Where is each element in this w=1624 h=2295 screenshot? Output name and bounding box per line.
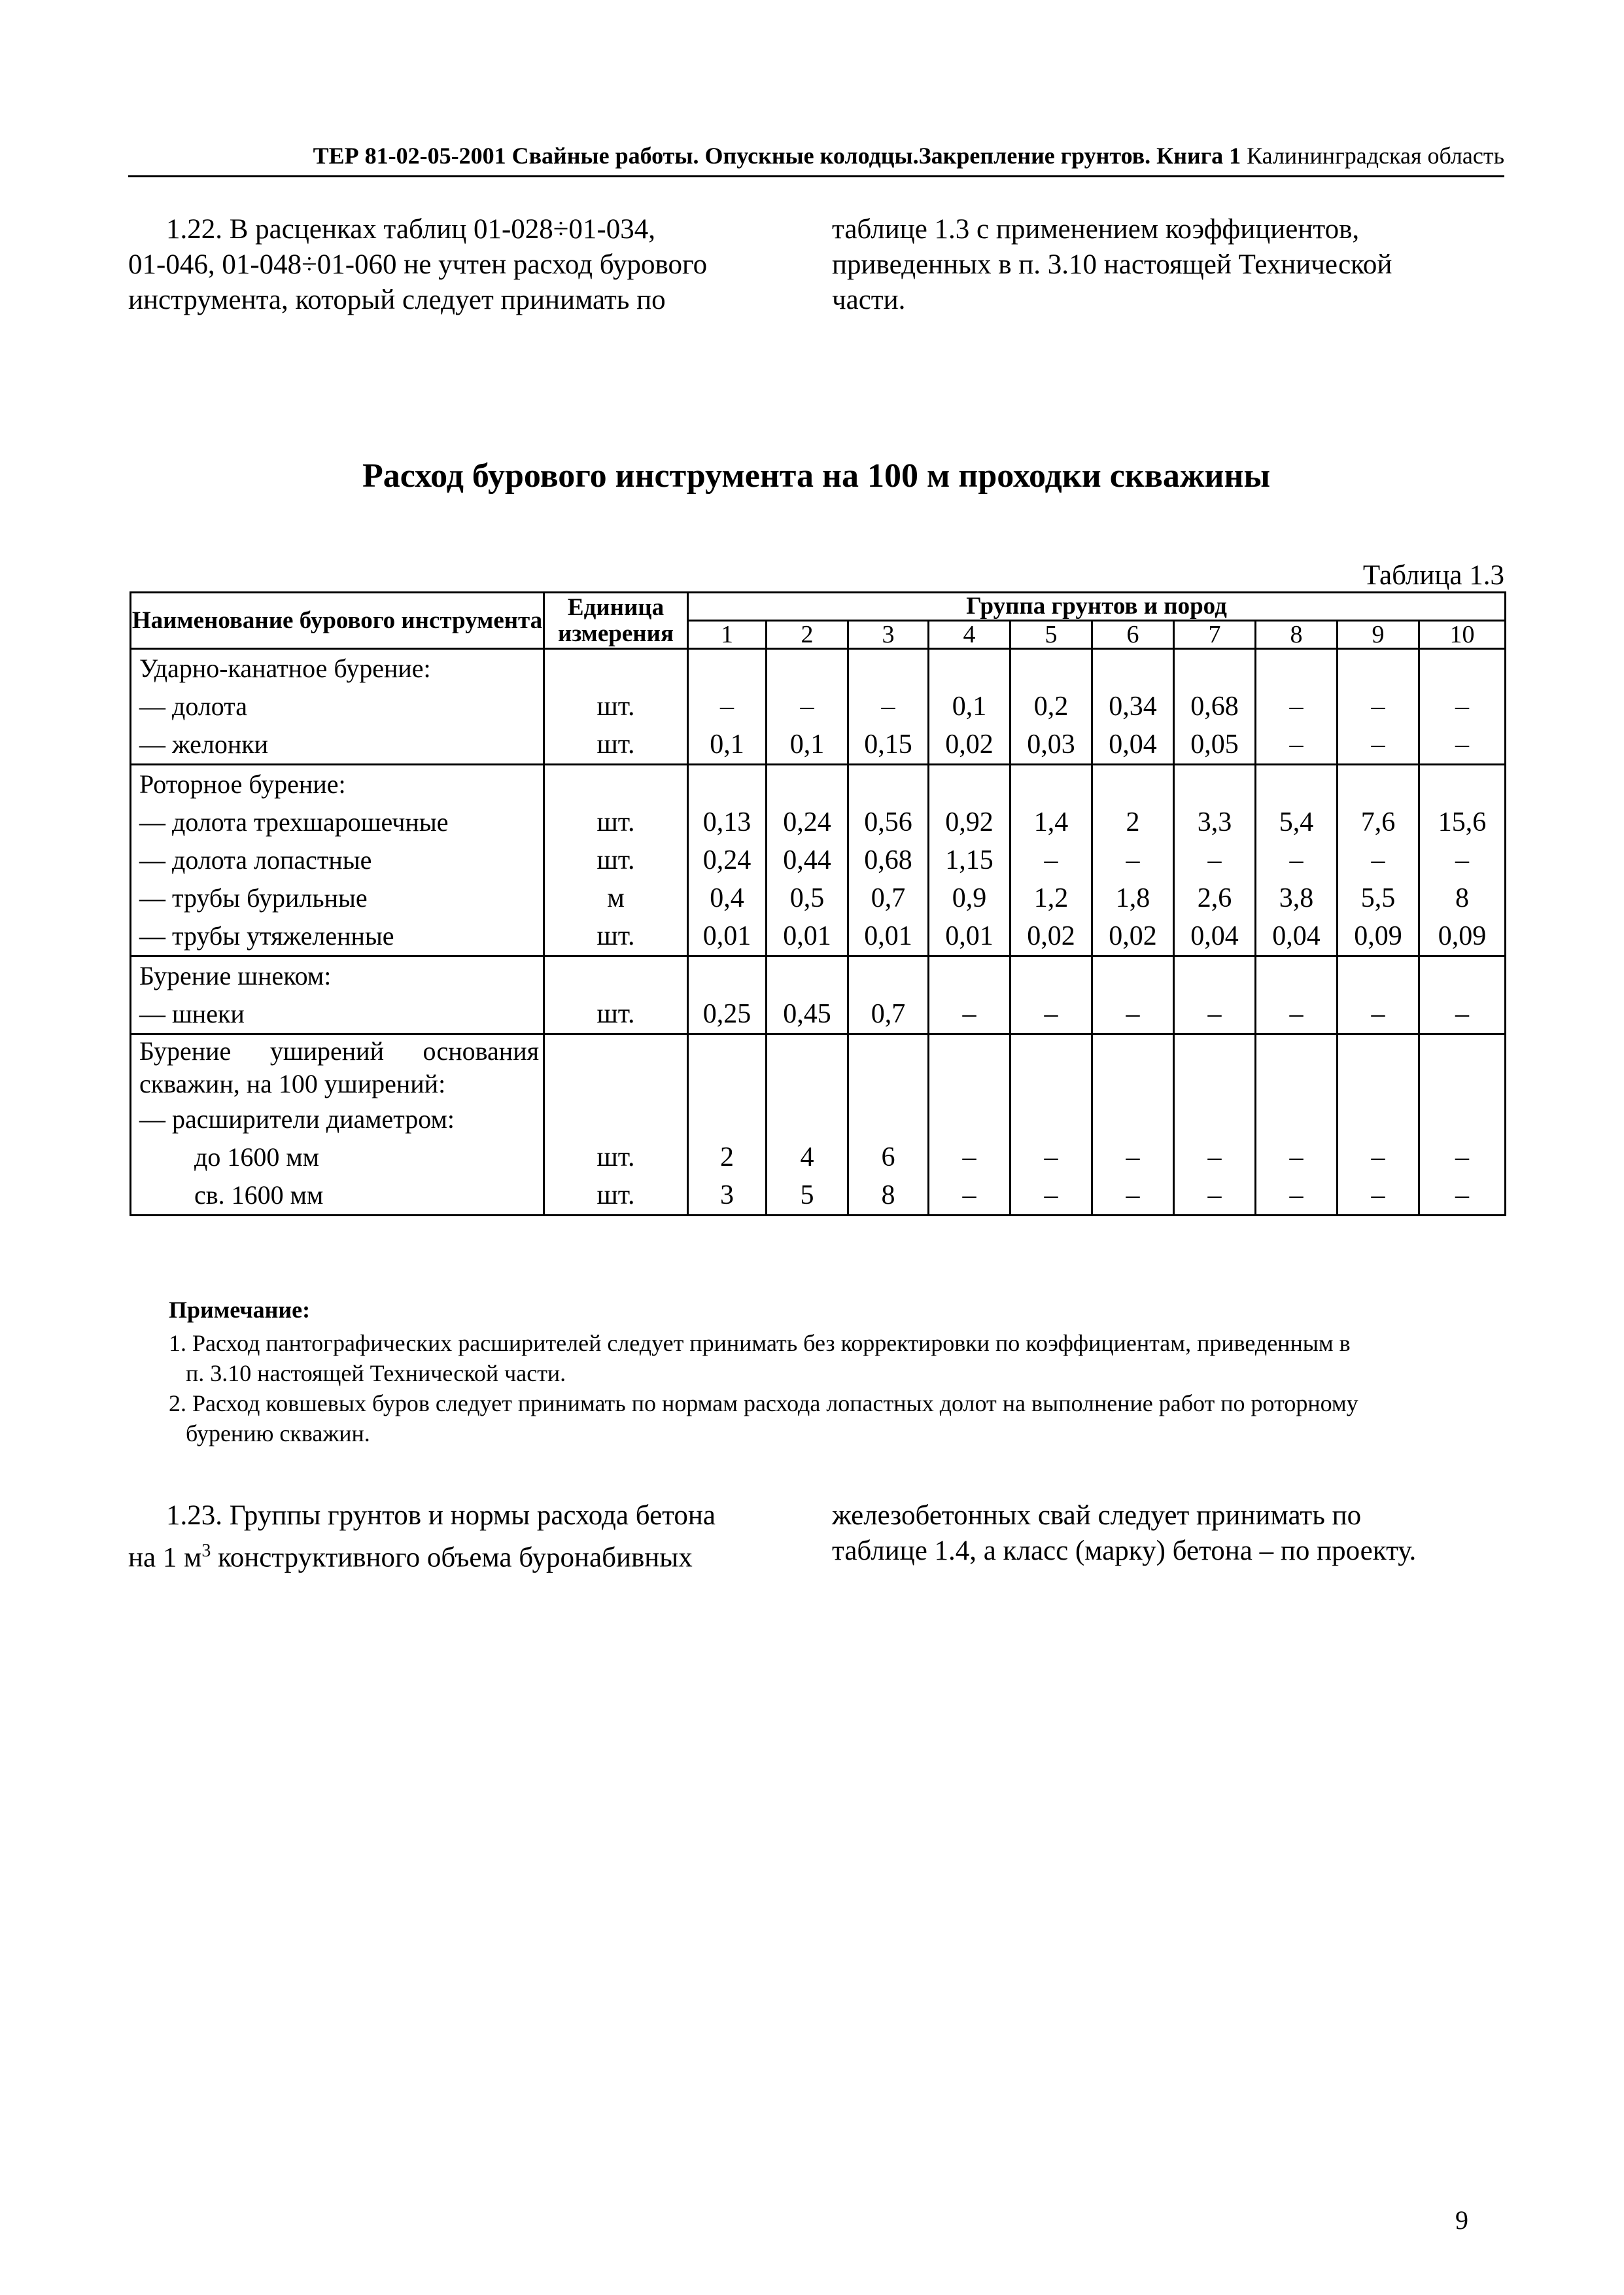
section-values-cell [1338,1034,1419,1216]
tool-value-group-10: – [1455,999,1470,1029]
tool-value-group-4: – [962,999,976,1029]
section-name-cell [131,1034,544,1216]
table-label: Таблица 1.3 [1362,560,1504,591]
tool-value-group-8: 3,8 [1279,883,1314,913]
cubic-superscript: 3 [201,1541,211,1561]
header-group-4: 4 [929,621,1011,649]
tool-value-group-6: – [1126,1142,1140,1172]
tool-value-group-9: – [1371,845,1385,875]
spacer [767,1035,847,1138]
spacer [1175,957,1254,995]
tool-value-group-8: 0,04 [1272,921,1321,951]
section-values-cell [688,649,767,765]
para-123-right-line-2: таблице 1.4, а класс (марку) бетона – по проекту. [832,1535,1417,1566]
section-values-cell [688,1034,767,1216]
section-unit-cell [544,649,688,765]
section-title-line-1: Бурение уширений основания [139,1036,539,1066]
tool-value-group-1: – [720,692,734,722]
tool-name: — долота лопастные [139,845,372,875]
spacer [1338,957,1418,995]
para-123-left-line-1: 1.23. Группы грунтов и нормы расхода бетона [166,1500,716,1531]
tool-value-group-7: 3,3 [1197,807,1232,837]
tool-value-group-7: 0,68 [1190,692,1239,722]
table-body [131,649,1506,1216]
para-123-right [832,1498,1504,1569]
section-values-cell [1256,956,1338,1034]
tool-unit: шт. [596,1180,635,1210]
spacer [767,765,847,803]
spacer [689,957,765,995]
section-values-cell [767,956,848,1034]
tool-value-group-9: – [1371,729,1385,760]
spacer [767,650,847,688]
spacer [1420,1035,1504,1138]
tool-value-group-5: 1,2 [1033,883,1069,913]
spacer [1175,765,1254,803]
tool-value-group-10: – [1455,1180,1470,1210]
page-number: 9 [1455,2205,1468,2235]
section-name-cell [131,956,544,1034]
note-item-2-line-2: бурению скважин. [186,1420,370,1446]
tool-value-group-6: 0,02 [1109,921,1157,951]
tool-unit: шт. [596,1142,635,1172]
header-group-8: 8 [1256,621,1338,649]
spacer [1093,1035,1173,1138]
spacer [1338,650,1418,688]
spacer [1256,957,1336,995]
spacer [545,765,687,803]
section-values-cell [1419,649,1506,765]
spacer [1011,1035,1091,1138]
table-section-row [131,1034,1506,1216]
section-title: Ударно-канатное бурение: [139,654,431,683]
section-values-cell [1419,765,1506,956]
tool-value-group-9: – [1371,692,1385,722]
para-123-text-b: конструктивного объема буронабивных [211,1542,693,1573]
tool-value-group-4: 0,02 [945,729,993,760]
tool-value-group-2: 0,1 [789,729,825,760]
tool-value-group-4: 0,92 [945,807,993,837]
section-title: Роторное бурение: [139,769,346,799]
section-values-cell [767,1034,848,1216]
tool-value-group-10: 0,09 [1438,921,1487,951]
tool-name: — желонки [139,729,269,759]
section-values-cell [1174,765,1256,956]
note-item-2 [169,1388,1490,1448]
tool-value-group-8: – [1289,692,1304,722]
tool-value-group-5: 0,2 [1033,692,1069,722]
tool-unit: шт. [596,729,635,760]
tool-name: — долота трехшарошечные [139,807,449,837]
spacer [1338,1035,1418,1138]
section-values-cell [1011,649,1092,765]
tool-value-group-4: – [962,1142,976,1172]
tool-value-group-9: 7,6 [1360,807,1396,837]
header-region: Калининградская область [1241,143,1504,169]
header-group-1: 1 [688,621,767,649]
tool-value-group-7: 0,05 [1190,729,1239,760]
tool-unit: шт. [596,692,635,722]
section-values-cell [1092,956,1174,1034]
para-123-text-a: на 1 м [128,1542,202,1573]
tool-value-group-8: – [1289,1142,1304,1172]
section-title-line-2: скважин, на 100 уширений: [139,1069,446,1098]
tool-value-group-3: – [881,692,895,722]
section-values-cell [1256,765,1338,956]
para-123-left-line-2 [128,1533,772,1575]
spacer [1093,957,1173,995]
tool-value-group-10: 8 [1455,883,1470,913]
para-123-left [128,1498,772,1575]
header-group-2: 2 [767,621,848,649]
tool-value-group-9: 5,5 [1360,883,1396,913]
section-values-cell [1174,649,1256,765]
spacer [1256,1035,1336,1138]
section-title: Расход бурового инструмента на 100 м проходки скважины [362,457,1271,495]
spacer [1011,650,1091,688]
header-group-3: 3 [848,621,929,649]
section-values-cell [1174,956,1256,1034]
section-values-cell [767,765,848,956]
spacer [689,1035,765,1138]
tool-value-group-1: 0,4 [710,883,744,913]
running-header [128,141,1504,170]
tool-value-group-7: – [1207,845,1222,875]
tool-value-group-1: 0,25 [702,999,752,1029]
tool-value-group-4: 0,9 [952,883,987,913]
tool-value-group-4: 1,15 [945,845,993,875]
section-values-cell [688,956,767,1034]
spacer [545,650,687,688]
spacer [689,650,765,688]
spacer [545,957,687,995]
section-values-cell [929,649,1011,765]
spacer [1420,650,1504,688]
tool-unit: м [607,883,625,913]
tool-value-group-7: – [1207,999,1222,1029]
tool-value-group-3: 0,68 [864,845,912,875]
tool-name: св. 1600 мм [194,1180,324,1210]
section-values-cell [1419,1034,1506,1216]
tool-value-group-9: – [1371,1180,1385,1210]
spacer [929,765,1009,803]
tool-unit: шт. [596,807,635,837]
section-title: Бурение шнеком: [139,961,332,990]
spacer [929,650,1009,688]
tool-value-group-7: – [1207,1142,1222,1172]
tool-value-group-3: 6 [881,1142,895,1172]
tool-value-group-6: 0,04 [1109,729,1157,760]
section-values-cell [1092,649,1174,765]
section-values-cell [848,1034,929,1216]
tool-value-group-4: 0,1 [952,692,987,722]
tool-unit: шт. [596,999,635,1029]
tool-value-group-5: 1,4 [1033,807,1069,837]
section-values-cell [1092,765,1174,956]
header-group-col: Группа грунтов и пород [688,593,1506,621]
note-item-2-line-1: 2. Расход ковшевых буров следует принимать по нормам расхода лопастных долот на выполнение работ по роторному [169,1390,1358,1416]
tool-value-group-6: 2 [1126,807,1140,837]
section-values-cell [1256,1034,1338,1216]
tool-value-group-3: 0,15 [864,729,912,760]
spacer [849,650,927,688]
tool-value-group-8: 5,4 [1279,807,1314,837]
tool-value-group-9: – [1371,999,1385,1029]
tool-value-group-2: 0,44 [783,845,831,875]
header-rule [128,175,1504,177]
header-group-9: 9 [1338,621,1419,649]
table-section-row [131,956,1506,1034]
tool-value-group-1: 0,13 [702,807,752,837]
tool-value-group-1: 2 [720,1142,734,1172]
header-group-10: 10 [1419,621,1506,649]
tool-value-group-6: – [1126,999,1140,1029]
section-values-cell [1011,956,1092,1034]
spacer [689,765,765,803]
tool-value-group-9: 0,09 [1354,921,1402,951]
section-values-cell [767,649,848,765]
para-122-left-line-2: 01-046, 01-048÷01-060 не учтен расход бурового [128,249,708,280]
tool-value-group-1: 0,24 [702,845,752,875]
section-values-cell [929,1034,1011,1216]
section-unit-cell [544,1034,688,1216]
tool-value-group-5: 0,02 [1027,921,1075,951]
tool-name: до 1600 мм [194,1142,319,1172]
tool-value-group-8: – [1289,1180,1304,1210]
tool-value-group-5: – [1044,1142,1058,1172]
tool-value-group-8: – [1289,729,1304,760]
tool-value-group-10: – [1455,729,1470,760]
tool-unit: шт. [596,845,635,875]
header-name-col: Наименование бурового инструмента [131,593,544,649]
tool-value-group-4: 0,01 [945,921,993,951]
note-title: Примечание: [169,1297,311,1323]
para-122-right-line-2: приведенных в п. 3.10 настоящей Технической [832,249,1392,280]
section-values-cell [1338,765,1419,956]
section-values-cell [1011,765,1092,956]
tool-value-group-2: 0,01 [783,921,831,951]
tool-value-group-6: 0,34 [1109,692,1157,722]
tool-value-group-3: 0,56 [864,807,912,837]
tool-value-group-10: – [1455,845,1470,875]
table-header-row [131,593,1506,621]
tool-value-group-9: – [1371,1142,1385,1172]
drilling-tools-table [130,591,1506,1216]
spacer [1175,1035,1254,1138]
tool-name: — трубы бурильные [139,883,368,913]
tool-value-group-8: – [1289,999,1304,1029]
tool-value-group-2: – [800,692,814,722]
tool-value-group-3: 0,01 [864,921,912,951]
para-122-right [832,212,1504,318]
tool-value-group-5: – [1044,999,1058,1029]
section-name-cell [131,649,544,765]
header-group-5: 5 [1011,621,1092,649]
table-section-row [131,649,1506,765]
para-122-left-line-3: инструмента, который следует принимать по [128,285,666,315]
para-122-left-line-1: 1.22. В расценках таблиц 01-028÷01-034, [166,214,655,245]
note-item-1-line-1: 1. Расход пантографических расширителей следует принимать без корректировки по коэффициентам, приведенным в [169,1330,1351,1356]
tool-value-group-3: 0,7 [871,883,906,913]
tool-name: — долота [139,692,247,721]
header-group-7: 7 [1174,621,1256,649]
tool-value-group-2: 5 [800,1180,814,1210]
spacer [1093,765,1173,803]
tool-value-group-6: – [1126,845,1140,875]
spacer [1420,765,1504,803]
tool-name: — трубы утяжеленные [139,921,394,951]
spacer [1011,765,1091,803]
section-values-cell [848,765,929,956]
spacer [545,1035,687,1138]
tool-value-group-8: – [1289,845,1304,875]
section-values-cell [848,649,929,765]
section-values-cell [1419,956,1506,1034]
section-values-cell [1174,1034,1256,1216]
tool-value-group-3: 0,7 [871,999,906,1029]
section-unit-cell [544,956,688,1034]
tool-value-group-2: 0,45 [783,999,831,1029]
tool-value-group-7: 0,04 [1190,921,1239,951]
spacer [767,957,847,995]
section-values-cell [1092,1034,1174,1216]
tool-value-group-10: – [1455,1142,1470,1172]
para-123-right-line-1: железобетонных свай следует принимать по [832,1500,1362,1531]
tool-value-group-1: 0,1 [710,729,744,760]
spacer [849,1035,927,1138]
section-values-cell [848,956,929,1034]
spacer [929,957,1009,995]
note-item-1 [169,1328,1490,1388]
para-122-right-line-1: таблице 1.3 с применением коэффициентов, [832,214,1360,245]
para-122-left [128,212,772,318]
spacer [1093,650,1173,688]
spacer [849,957,927,995]
section-subtitle: — расширители диаметром: [139,1104,455,1134]
tool-value-group-5: – [1044,1180,1058,1210]
tool-value-group-6: – [1126,1180,1140,1210]
section-values-cell [929,765,1011,956]
tool-value-group-1: 0,01 [702,921,752,951]
section-values-cell [1011,1034,1092,1216]
tool-value-group-2: 0,5 [789,883,825,913]
note-item-1-line-2: п. 3.10 настоящей Технической части. [186,1360,566,1386]
section-values-cell [1256,649,1338,765]
spacer [1175,650,1254,688]
section-values-cell [929,956,1011,1034]
tool-unit: шт. [596,921,635,951]
tool-value-group-7: 2,6 [1197,883,1232,913]
spacer [1256,765,1336,803]
header-unit-col: Единица измерения [544,593,688,649]
tool-name: — шнеки [139,999,245,1028]
section-unit-cell [544,765,688,956]
tool-value-group-7: – [1207,1180,1222,1210]
tool-value-group-2: 4 [800,1142,814,1172]
table-section-row [131,765,1506,956]
spacer [929,1035,1009,1138]
spacer [1256,650,1336,688]
tool-value-group-10: – [1455,692,1470,722]
header-title: ТЕР 81-02-05-2001 Свайные работы. Опускные колодцы.Закрепление грунтов. Книга 1 [313,143,1241,169]
spacer [1011,957,1091,995]
tool-value-group-5: – [1044,845,1058,875]
spacer [1338,765,1418,803]
tool-value-group-6: 1,8 [1115,883,1150,913]
spacer [1420,957,1504,995]
tool-value-group-1: 3 [720,1180,734,1210]
tool-value-group-10: 15,6 [1438,807,1487,837]
section-values-cell [1338,956,1419,1034]
section-values-cell [688,765,767,956]
tool-value-group-4: – [962,1180,976,1210]
spacer [849,765,927,803]
tool-value-group-2: 0,24 [783,807,831,837]
tool-value-group-5: 0,03 [1027,729,1075,760]
section-values-cell [1338,649,1419,765]
para-122-right-line-3: части. [832,285,906,315]
section-name-cell [131,765,544,956]
header-group-6: 6 [1092,621,1174,649]
tool-value-group-3: 8 [881,1180,895,1210]
